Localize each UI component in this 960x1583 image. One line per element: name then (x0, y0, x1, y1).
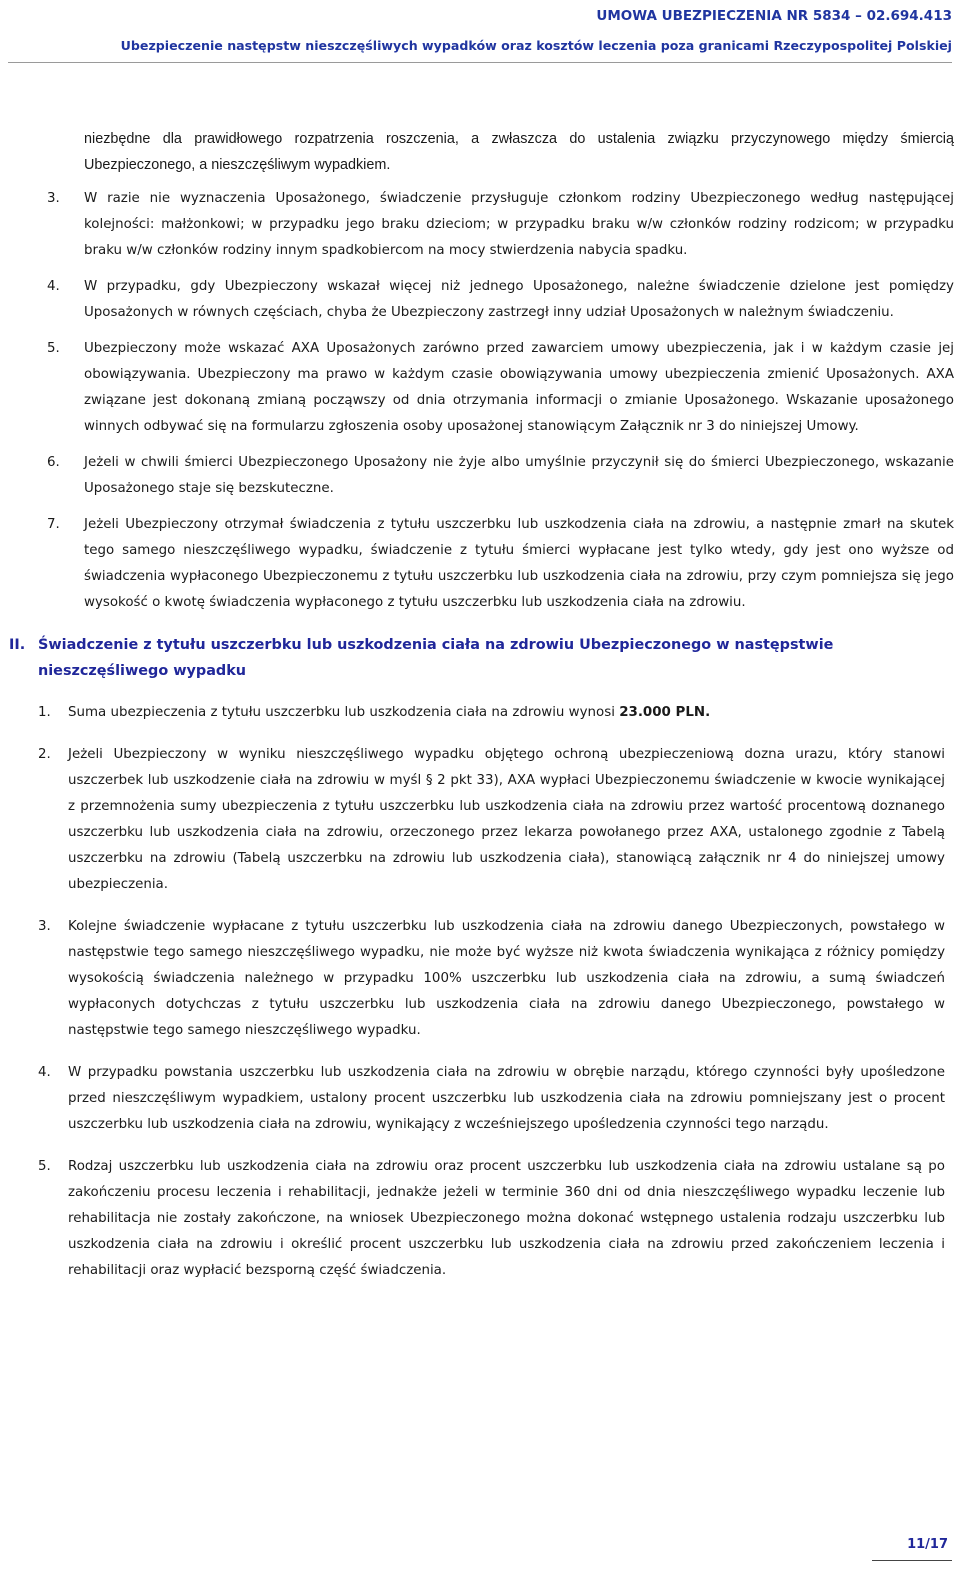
footer-divider (872, 1560, 952, 1561)
list-item (47, 336, 954, 440)
list-item-text: W razie nie wyznaczenia Uposażonego, świadczenie przysługuje członkom rodziny Ubezpieczonego według następującej kolejności: małżonkowi; w przypadku jego braku dzieciom; w przypadku braku w/w członków rodziny rodzicom; w przypadku braku w/w członków rodziny innym spadkobiercom na mocy stwierdzenia nabycia spadku. (84, 191, 954, 258)
list-item-text: W przypadku powstania uszczerbku lub uszkodzenia ciała na zdrowiu w obrębie narządu, którego czynności były upośledzone przed nieszczęśliwym wypadkiem, ustalony procent uszczerbku lub uszkodzenia ciała na zdrowiu pomniejszany jest o procent uszczerbku lub uszkodzenia ciała na zdrowiu, wynikający z wcześniejszego upośledzenia czynności tego narządu. (68, 1065, 945, 1132)
list-item-text: Suma ubezpieczenia z tytułu uszczerbku lub uszkodzenia ciała na zdrowiu wynosi (68, 705, 620, 720)
list-item-text: Jeżeli Ubezpieczony w wyniku nieszczęśliwego wypadku objętego ochroną ubezpieczeniową dozna urazu, który stanowi uszczerbek lub uszkodzenie ciała na zdrowiu w myśl § 2 pkt 33), AXA wypłaci Ubezpieczonemu świadczenie w kwocie wynikającej z przemnożenia sumy ubezpieczenia z tytułu uszczerbku lub uszkodzenia ciała na zdrowiu przez wartość procentową doznanego uszczerbku lub uszkodzenia ciała na zdrowiu, orzeczonego przez lekarza powołanego przez AXA, ustalonego zgodnie z Tabelą uszczerbku na zdrowiu (Tabelą uszczerbku na zdrowiu lub uszkodzenia ciała), stanowiącą załącznik nr 4 do niniejszej umowy ubezpieczenia. (68, 747, 945, 892)
list-item-text: Kolejne świadczenie wypłacane z tytułu uszczerbku lub uszkodzenia ciała na zdrowiu danego Ubezpieczonych, powstałego w następstwie tego samego nieszczęśliwego wypadku, nie może być wyższe niż kwota świadczenia wynikająca z różnicy pomiędzy wysokością świadczenia należnego w przypadku 100% uszczerbku lub uszkodzenia ciała na zdrowiu, a sumą świadczeń wypłaconych dotychczas z tytułu uszczerbku lub uszkodzenia ciała na zdrowiu danego Ubezpieczonego, powstałego w następstwie tego samego nieszczęśliwego wypadku. (68, 919, 945, 1038)
list-item (47, 186, 954, 264)
section-roman-number: II. (9, 637, 26, 653)
list-item-number: 3. (47, 191, 60, 206)
section-title: Świadczenie z tytułu uszczerbku lub uszkodzenia ciała na zdrowiu Ubezpieczonego w następstwie nieszczęśliwego wypadku (38, 637, 834, 679)
list-item-number: 2. (38, 747, 51, 762)
list-item-number: 4. (38, 1065, 51, 1080)
list-item-text: Ubezpieczony może wskazać AXA Uposażonych zarówno przed zawarciem umowy ubezpieczenia, jak i w każdym czasie jej obowiązywania. Ubezpieczony ma prawo w każdym czasie obowiązywania umowy ubezpieczenia zmienić Uposażonych. AXA związane jest dokonaną zmianą począwszy od dnia otrzymania informacji o zmianie Uposażonego. Wskazanie uposażonego winnych odbywać się na formularzu zgłoszenia osoby uposażonej stanowiącym Załącznik nr 3 do niniejszej Umowy. (84, 341, 954, 434)
list-item-number: 7. (47, 517, 60, 532)
list-item-text: Jeżeli Ubezpieczony otrzymał świadczenia z tytułu uszczerbku lub uszkodzenia ciała na zdrowiu, a następnie zmarł na skutek tego samego nieszczęśliwego wypadku, świadczenie z tytułu śmierci wypłacane jest tylko wtedy, gdy jest ono wyższe od świadczenia wypłaconego Ubezpieczonemu z tytułu uszczerbku lub uszkodzenia ciała na zdrowiu, przy czym pomniejsza się jego wysokość o kwotę świadczenia wypłaconego z tytułu uszczerbku lub uszkodzenia ciała na zdrowiu. (84, 517, 954, 610)
header-divider (8, 62, 952, 63)
list-item (38, 742, 945, 898)
list-item-number: 1. (38, 705, 51, 720)
list-item-number: 5. (47, 341, 60, 356)
list-item-number: 4. (47, 279, 60, 294)
page-number: 11/17 (907, 1537, 948, 1552)
list-item (47, 512, 954, 616)
document-body (0, 126, 960, 1284)
list-item-number: 3. (38, 919, 51, 934)
list-item (38, 700, 945, 726)
list-item (38, 1060, 945, 1138)
section-2-list (0, 700, 960, 1284)
list-item-text: W przypadku, gdy Ubezpieczony wskazał więcej niż jednego Uposażonego, należne świadczenie dzielone jest pomiędzy Uposażonych w równych częściach, chyba że Ubezpieczony zastrzegł inny udział Uposażonych w należnym świadczeniu. (84, 279, 954, 320)
document-title: Ubezpieczenie następstw nieszczęśliwych wypadków oraz kosztów leczenia poza granicami Rzeczypospolitej Polskiej (120, 38, 952, 53)
list-item (47, 274, 954, 326)
section-1-list (0, 186, 960, 616)
list-item-text: Jeżeli w chwili śmierci Ubezpieczonego Uposażony nie żyje albo umyślnie przyczynił się do śmierci Ubezpieczonego, wskazanie Uposażonego staje się bezskuteczne. (84, 455, 954, 496)
contract-number: UMOWA UBEZPIECZENIA NR 5834 – 02.694.413 (596, 8, 952, 24)
list-item (38, 1154, 945, 1284)
section-2-heading (0, 632, 954, 684)
sum-insured-amount: 23.000 PLN. (619, 705, 711, 720)
list-item-text: Rodzaj uszczerbku lub uszkodzenia ciała na zdrowiu oraz procent uszczerbku lub uszkodzenia ciała na zdrowiu ustalane są po zakończeniu procesu leczenia i rehabilitacji, jednakże jeżeli w terminie 360 dni od dnia nieszczęśliwego wypadku leczenie lub rehabilitacja nie zostały zakończone, na wniosek Ubezpieczonego można dokonać wstępnego ustalenia rodzaju uszczerbku lub uszkodzenia ciała na zdrowiu i określić procent uszczerbku lub uszkodzenia ciała na zdrowiu przed zakończeniem leczenia i rehabilitacji oraz wypłacić bezsporną część świadczenia. (68, 1159, 945, 1278)
list-item-number: 6. (47, 455, 60, 470)
list-item (47, 450, 954, 502)
intro-paragraph: niezbędne dla prawidłowego rozpatrzenia roszczenia, a zwłaszcza do ustalenia związku przyczynowego między śmiercią Ubezpieczonego, a nieszczęśliwym wypadkiem. (84, 131, 954, 173)
list-item (38, 914, 945, 1044)
list-item-number: 5. (38, 1159, 51, 1174)
